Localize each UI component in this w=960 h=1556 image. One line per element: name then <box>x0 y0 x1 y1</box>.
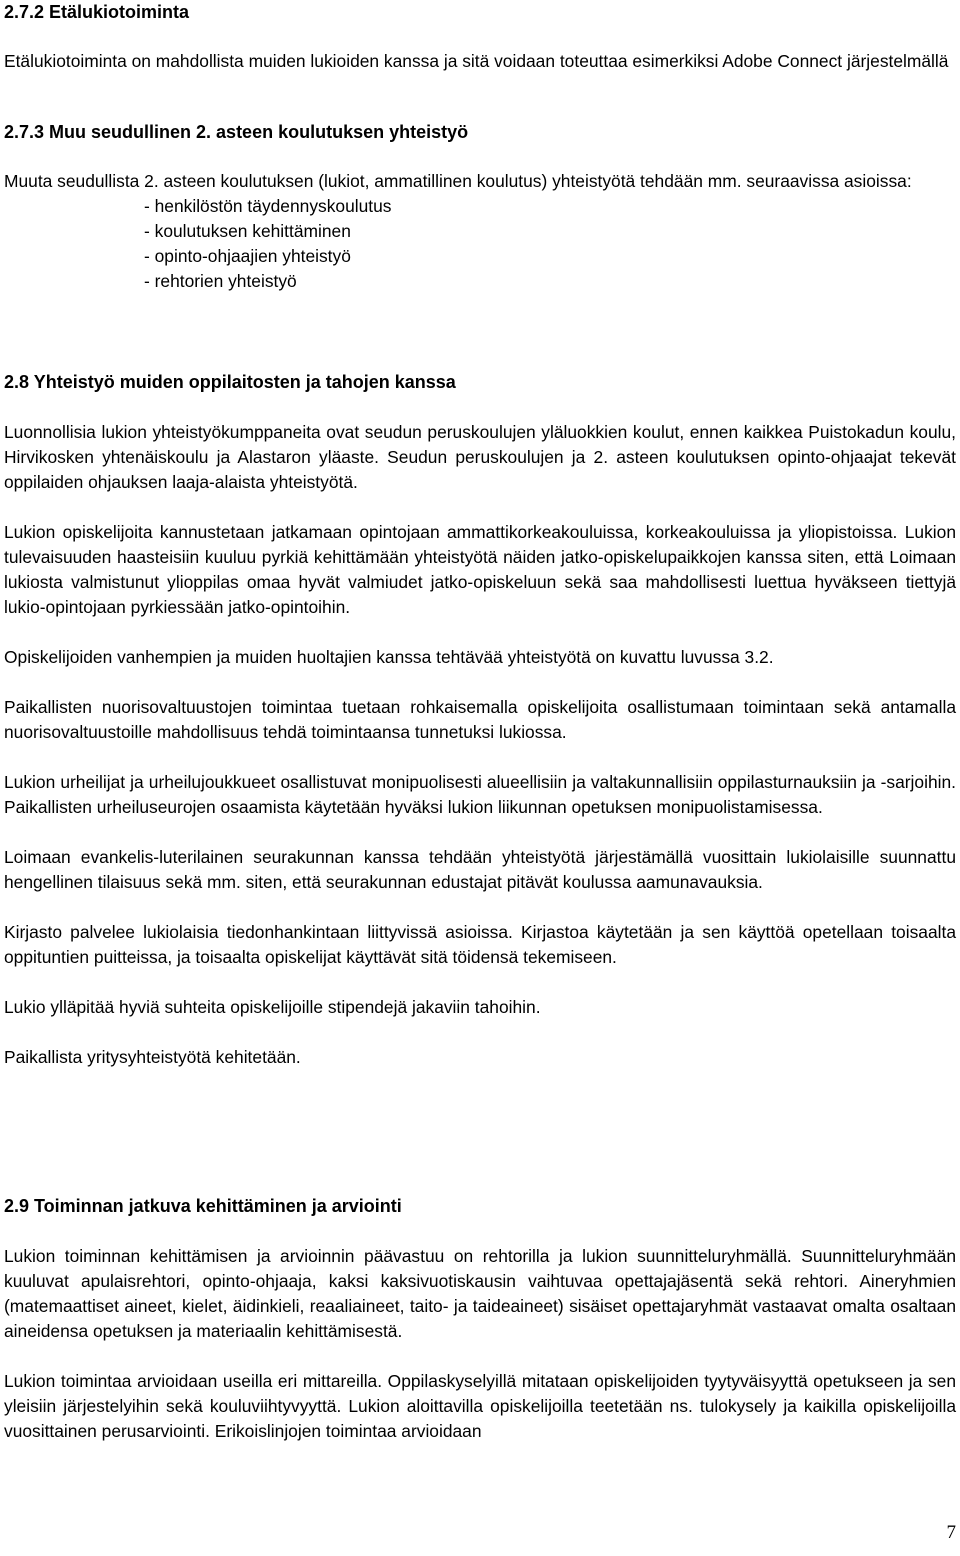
section-2-7-2 <box>4 0 956 74</box>
paragraph: Kirjasto palvelee lukiolaisia tiedonhankintaan liittyvissä asioissa. Kirjastoa käytetään ja sen käyttöä opetellaan toisaalta oppituntien puitteissa, ja toisaalta opiskelijat käyttävät sitä töidensä tekemiseen. <box>4 922 956 967</box>
section-2-8 <box>4 370 956 1070</box>
heading-2-8: 2.8 Yhteistyö muiden oppilaitosten ja tahojen kanssa <box>4 372 456 392</box>
paragraph: Lukion opiskelijoita kannustetaan jatkamaan opintojaan ammattikorkeakouluissa, korkeakouluissa ja yliopistoissa. Lukion tulevaisuuden haasteisiin kuuluu pyrkiä kehittämään yhteistyötä näiden jatko-opiskelupaikkojen kanssa siten, että Loimaan lukiosta valmistunut ylioppilas omaa hyvät valmiudet jatko-opiskeluun sekä saa mahdollisesti luettua hyväkseen tiettyjä lukio-opintojaan pyrkiessään jatko-opintoihin. <box>4 522 956 617</box>
list-item: - henkilöstön täydennyskoulutus <box>144 196 392 216</box>
paragraph: Lukion urheilijat ja urheilujoukkueet osallistuvat monipuolisesti alueellisiin ja valtakunnallisiin oppilasturnauksiin ja -sarjoihin. Paikallisten urheiluseurojen osaamista käytetään hyväksi lukion liikunnan opetuksen monipuolistamisessa. <box>4 772 956 817</box>
list-item: - koulutuksen kehittäminen <box>144 221 351 241</box>
paragraph: Lukio ylläpitää hyviä suhteita opiskelijoille stipendejä jakaviin tahoihin. <box>4 997 541 1017</box>
list-item: - rehtorien yhteistyö <box>144 271 297 291</box>
paragraph: Paikallista yritysyhteistyötä kehitetään. <box>4 1047 301 1067</box>
paragraph-seudullinen: Muuta seudullista 2. asteen koulutuksen (lukiot, ammatillinen koulutus) yhteistyötä tehdään mm. seuraavissa asioissa: <box>4 171 912 191</box>
list-item: - opinto-ohjaajien yhteistyö <box>144 246 351 266</box>
paragraph-etalukio: Etälukiotoiminta on mahdollista muiden lukioiden kanssa ja sitä voidaan toteuttaa esimerkiksi Adobe Connect järjestelmällä <box>4 51 949 71</box>
paragraph: Paikallisten nuorisovaltuustojen toimintaa tuetaan rohkaisemalla opiskelijoita osallistumaan toimintaan sekä antamalla nuorisovaltuustoille mahdollisuus tehdä toimintaansa tunnetuksi lukiossa. <box>4 697 956 742</box>
heading-2-7-3: 2.7.3 Muu seudullinen 2. asteen koulutuksen yhteistyö <box>4 122 469 142</box>
paragraph: Luonnollisia lukion yhteistyökumppaneita ovat seudun peruskoulujen yläluokkien koulut, ennen kaikkea Puistokadun koulu, Hirvikosken yhtenäiskoulu ja Alastaron yläaste. Seudun peruskoulujen ja 2. asteen koulutuksen opinto-ohjaajat tekevät oppilaiden ohjauksen laaja-alaista yhteistyötä. <box>4 422 956 492</box>
heading-2-7-2: 2.7.2 Etälukiotoiminta <box>4 2 190 22</box>
paragraph: Lukion toimintaa arvioidaan useilla eri mittareilla. Oppilaskyselyillä mitataan opiskelijoiden tyytyväisyyttä opetukseen ja sen yleisiin järjestelyihin sekä kouluviihtyvyyttä. Lukion aloittavilla opiskelijoilla teetetään ns. tulokysely ja kaikilla opiskelijoilla vuosittainen perusarviointi. Erikoislinjojen toimintaa arvioidaan <box>4 1371 956 1441</box>
section-2-9 <box>4 1194 956 1444</box>
section-2-7-3 <box>4 120 956 294</box>
page-number: 7 <box>946 1522 956 1543</box>
paragraph: Opiskelijoiden vanhempien ja muiden huoltajien kanssa tehtävää yhteistyötä on kuvattu luvussa 3.2. <box>4 647 774 667</box>
heading-2-9: 2.9 Toiminnan jatkuva kehittäminen ja arviointi <box>4 1196 402 1216</box>
paragraph: Loimaan evankelis-luterilainen seurakunnan kanssa tehdään yhteistyötä järjestämällä vuosittain lukiolaisille suunnattu hengellinen tilaisuus sekä mm. siten, että seurakunnan edustajat pitävät koulussa aamunavauksia. <box>4 847 956 892</box>
paragraph: Lukion toiminnan kehittämisen ja arvioinnin päävastuu on rehtorilla ja lukion suunnitteluryhmällä. Suunnitteluryhmään kuuluvat apulaisrehtori, opinto-ohjaaja, kaksi kaksivuotiskausin vaihtuvaa opettajajäsentä sekä rehtori. Aineryhmien (matemaattiset aineet, kielet, äidinkieli, reaaliaineet, taito- ja taideaineet) sisäiset opettajaryhmät vastaavat omalta osaltaan aineidensa opetuksen ja materiaalin kehittämisestä. <box>4 1246 956 1341</box>
